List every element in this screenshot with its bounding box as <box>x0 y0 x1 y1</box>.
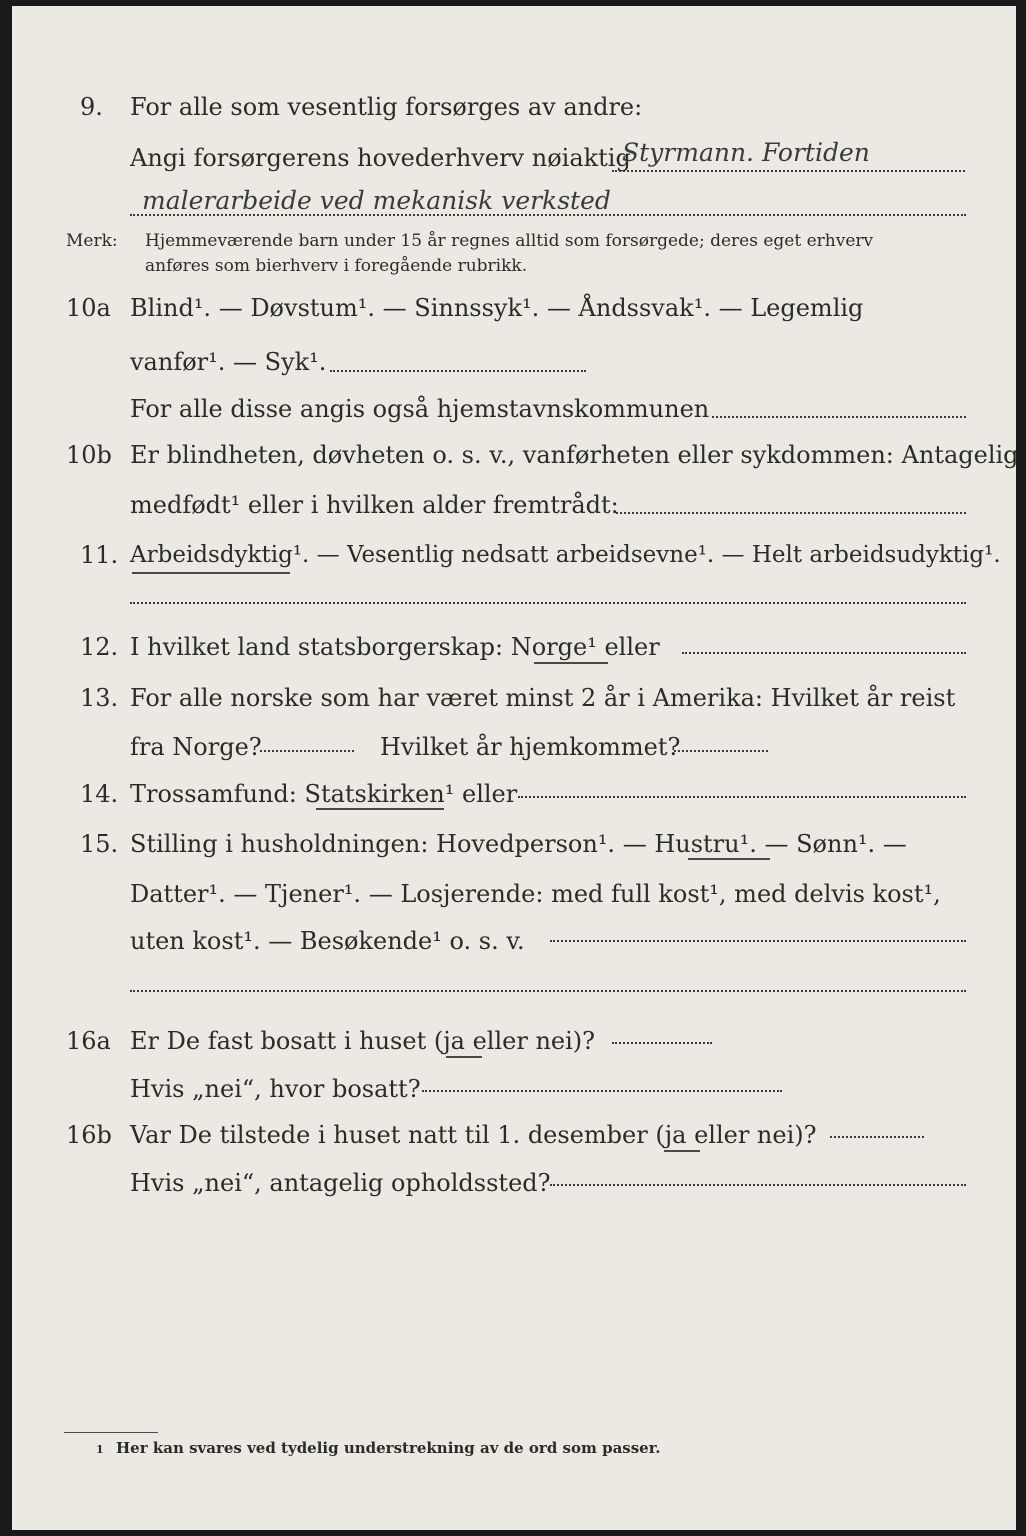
q9-line1: For alle som vesentlig forsørges av andre: <box>130 93 643 121</box>
q10a-answer-line-1 <box>330 370 586 372</box>
q13-line2b: Hvilket år hjemkommet? <box>380 733 681 761</box>
q10b-line1: Er blindheten, døvheten o. s. v., vanførheten eller sykdommen: Antagelig <box>130 441 1019 469</box>
merk-line1: Hjemmeværende barn under 15 år regnes alltid som forsørgede; deres eget erhverv <box>145 231 874 251</box>
q10a-line1: Blind¹. — Døvstum¹. — Sinnssyk¹. — Åndssvak¹. — Legemlig <box>130 294 864 322</box>
q16a-answer-line-1 <box>612 1042 712 1044</box>
q15-underline-hustru <box>688 858 770 860</box>
q16a-underline-ja <box>446 1056 482 1058</box>
footnote-mark: 1 <box>96 1443 104 1456</box>
q16b-underline-ja <box>664 1150 700 1152</box>
q16b-answer-line-2 <box>550 1184 966 1186</box>
q16b-line1: Var De tilstede i huset natt til 1. desember (ja eller nei)? <box>130 1121 817 1149</box>
q14-line1: Trossamfund: Statskirken¹ eller <box>130 780 518 808</box>
q13-answer-line-2 <box>674 750 768 752</box>
q10a-answer-line-2 <box>712 416 966 418</box>
q13-line2a: fra Norge? <box>130 733 262 761</box>
q15-line3: uten kost¹. — Besøkende¹ o. s. v. <box>130 927 525 955</box>
footnote-rule <box>64 1432 158 1433</box>
q9-answer-2: malerarbeide ved mekanisk verksted <box>142 186 611 215</box>
q12-answer-line <box>682 652 966 654</box>
q10b-line2: medfødt¹ eller i hvilken alder fremtrådt: <box>130 491 619 519</box>
q10b-number: 10b <box>66 441 112 469</box>
q13-answer-line-1 <box>260 750 354 752</box>
q14-number: 14. <box>80 780 119 808</box>
q15-answer-line-2 <box>130 990 966 992</box>
merk-label: Merk: <box>66 231 118 251</box>
q11-line1: Arbeidsdyktig¹. — Vesentlig nedsatt arbeidsevne¹. — Helt arbeidsudyktig¹. <box>130 542 1001 568</box>
footnote-text: Her kan svares ved tydelig understrekning av de ord som passer. <box>116 1439 661 1457</box>
q10b-answer-line <box>616 512 966 514</box>
q16a-line1: Er De fast bosatt i huset (ja eller nei)? <box>130 1027 596 1055</box>
q11-number: 11. <box>80 541 119 569</box>
q11-answer-line <box>130 602 966 604</box>
q16b-number: 16b <box>66 1121 112 1149</box>
merk-line2: anføres som bierhverv i foregående rubrikk. <box>145 256 528 276</box>
q12-underline-norge <box>534 662 608 664</box>
q10a-line3: For alle disse angis også hjemstavnskommunen <box>130 395 710 423</box>
q9-line2: Angi forsørgerens hovederhverv nøiaktig <box>130 144 631 172</box>
q16a-number: 16a <box>66 1027 111 1055</box>
census-form-page <box>12 6 1019 1530</box>
q13-line1: For alle norske som har været minst 2 år i Amerika: Hvilket år reist <box>130 684 956 712</box>
q12-number: 12. <box>80 633 119 661</box>
q9-answer-line-2 <box>130 214 966 216</box>
q15-answer-line-1 <box>550 940 966 942</box>
q10a-line2: vanfør¹. — Syk¹. <box>130 348 327 376</box>
q14-underline-statskirken <box>316 808 444 810</box>
q9-answer-line-1 <box>612 170 965 172</box>
q9-answer-1: Styrmann. Fortiden <box>622 138 870 167</box>
q15-line2: Datter¹. — Tjener¹. — Losjerende: med full kost¹, med delvis kost¹, <box>130 880 941 908</box>
q16a-line2: Hvis „nei“, hvor bosatt? <box>130 1075 421 1103</box>
q12-line1: I hvilket land statsborgerskap: Norge¹ eller <box>130 633 660 661</box>
q9-number: 9. <box>80 93 103 121</box>
q16b-answer-line-1 <box>830 1136 924 1138</box>
q15-number: 15. <box>80 830 119 858</box>
q11-underline-arbeidsdyktig <box>132 572 290 574</box>
q15-line1: Stilling i husholdningen: Hovedperson¹. — Hustru¹. — Sønn¹. — <box>130 830 907 858</box>
q10a-number: 10a <box>66 294 111 322</box>
q14-answer-line <box>518 796 966 798</box>
q16b-line2: Hvis „nei“, antagelig opholdssted? <box>130 1169 551 1197</box>
q13-number: 13. <box>80 684 119 712</box>
q16a-answer-line-2 <box>422 1090 782 1092</box>
